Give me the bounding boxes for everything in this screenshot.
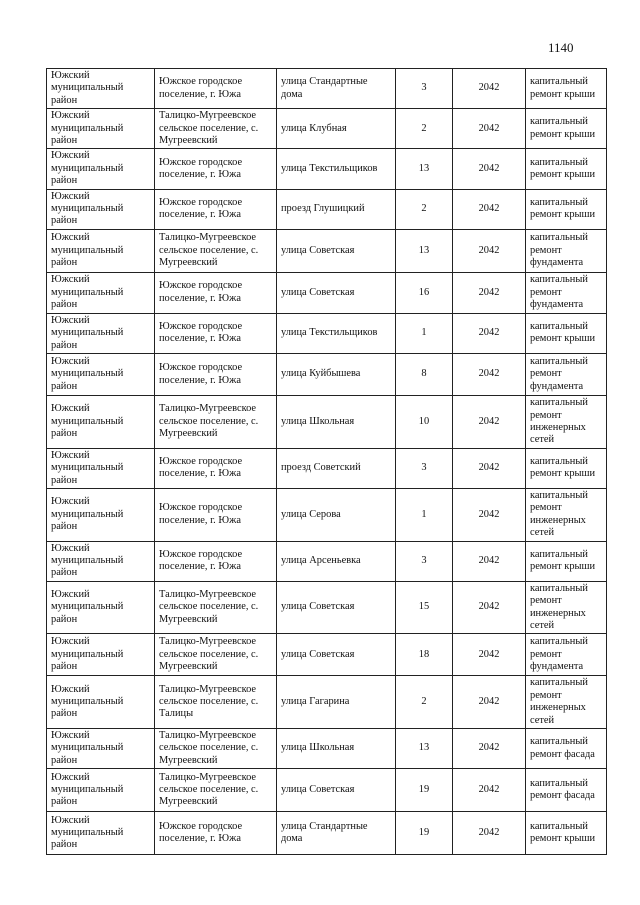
street-cell: улица Советская [277, 229, 396, 272]
settlement-cell: Южское городское поселение, г. Южа [155, 313, 277, 353]
district-cell: Южский муниципальный район [47, 149, 155, 189]
table-row [47, 448, 607, 488]
settlement-cell: Талицко-Мугреевское сельское поселение, с. Мугреевский [155, 581, 277, 634]
street-cell: улица Текстильщиков [277, 149, 396, 189]
year-cell: 2042 [453, 313, 526, 353]
table-row [47, 812, 607, 855]
work-type-cell: капитальный ремонт крыши [526, 313, 607, 353]
year-cell: 2042 [453, 488, 526, 541]
year-cell: 2042 [453, 812, 526, 855]
work-type-cell: капитальный ремонт фундамента [526, 272, 607, 313]
house-number-cell: 19 [396, 812, 453, 855]
work-type-cell: капитальный ремонт инженерных сетей [526, 396, 607, 449]
house-number-cell: 13 [396, 729, 453, 769]
district-cell: Южский муниципальный район [47, 634, 155, 676]
settlement-cell: Южское городское поселение, г. Южа [155, 69, 277, 109]
house-number-cell: 18 [396, 634, 453, 676]
table-row [47, 149, 607, 189]
house-number-cell: 10 [396, 396, 453, 449]
street-cell: улица Текстильщиков [277, 313, 396, 353]
district-cell: Южский муниципальный район [47, 109, 155, 149]
work-type-cell: капитальный ремонт инженерных сетей [526, 676, 607, 729]
work-type-cell: капитальный ремонт крыши [526, 69, 607, 109]
settlement-cell: Талицко-Мугреевское сельское поселение, с. Талицы [155, 676, 277, 729]
district-cell: Южский муниципальный район [47, 189, 155, 229]
table-row [47, 313, 607, 353]
table-row [47, 272, 607, 313]
table-row [47, 69, 607, 109]
work-type-cell: капитальный ремонт фасада [526, 729, 607, 769]
table-row [47, 541, 607, 581]
work-type-cell: капитальный ремонт фундамента [526, 229, 607, 272]
work-type-cell: капитальный ремонт фундамента [526, 354, 607, 396]
year-cell: 2042 [453, 581, 526, 634]
table-row [47, 354, 607, 396]
settlement-cell: Талицко-Мугреевское сельское поселение, с. Мугреевский [155, 769, 277, 812]
year-cell: 2042 [453, 676, 526, 729]
street-cell: улица Куйбышева [277, 354, 396, 396]
year-cell: 2042 [453, 272, 526, 313]
house-number-cell: 3 [396, 448, 453, 488]
street-cell: проезд Советский [277, 448, 396, 488]
work-type-cell: капитальный ремонт инженерных сетей [526, 488, 607, 541]
work-type-cell: капитальный ремонт крыши [526, 149, 607, 189]
year-cell: 2042 [453, 189, 526, 229]
street-cell: улица Школьная [277, 396, 396, 449]
housing-repair-table [46, 68, 607, 855]
house-number-cell: 15 [396, 581, 453, 634]
district-cell: Южский муниципальный район [47, 729, 155, 769]
year-cell: 2042 [453, 634, 526, 676]
street-cell: проезд Глушицкий [277, 189, 396, 229]
street-cell: улица Советская [277, 581, 396, 634]
table-row [47, 769, 607, 812]
settlement-cell: Южское городское поселение, г. Южа [155, 354, 277, 396]
year-cell: 2042 [453, 396, 526, 449]
year-cell: 2042 [453, 69, 526, 109]
settlement-cell: Южское городское поселение, г. Южа [155, 812, 277, 855]
table-row [47, 396, 607, 449]
district-cell: Южский муниципальный район [47, 354, 155, 396]
district-cell: Южский муниципальный район [47, 313, 155, 353]
table-row [47, 488, 607, 541]
street-cell: улица Школьная [277, 729, 396, 769]
house-number-cell: 1 [396, 488, 453, 541]
street-cell: улица Советская [277, 272, 396, 313]
work-type-cell: капитальный ремонт крыши [526, 812, 607, 855]
house-number-cell: 19 [396, 769, 453, 812]
settlement-cell: Южское городское поселение, г. Южа [155, 149, 277, 189]
settlement-cell: Южское городское поселение, г. Южа [155, 448, 277, 488]
district-cell: Южский муниципальный район [47, 396, 155, 449]
table-row [47, 729, 607, 769]
table-row [47, 676, 607, 729]
house-number-cell: 3 [396, 69, 453, 109]
year-cell: 2042 [453, 769, 526, 812]
house-number-cell: 8 [396, 354, 453, 396]
district-cell: Южский муниципальный район [47, 448, 155, 488]
street-cell: улица Советская [277, 769, 396, 812]
year-cell: 2042 [453, 109, 526, 149]
district-cell: Южский муниципальный район [47, 488, 155, 541]
house-number-cell: 1 [396, 313, 453, 353]
work-type-cell: капитальный ремонт фасада [526, 769, 607, 812]
street-cell: улица Советская [277, 634, 396, 676]
district-cell: Южский муниципальный район [47, 812, 155, 855]
house-number-cell: 2 [396, 189, 453, 229]
district-cell: Южский муниципальный район [47, 769, 155, 812]
work-type-cell: капитальный ремонт крыши [526, 448, 607, 488]
work-type-cell: капитальный ремонт крыши [526, 109, 607, 149]
settlement-cell: Южское городское поселение, г. Южа [155, 488, 277, 541]
work-type-cell: капитальный ремонт фундамента [526, 634, 607, 676]
settlement-cell: Талицко-Мугреевское сельское поселение, с. Мугреевский [155, 229, 277, 272]
district-cell: Южский муниципальный район [47, 581, 155, 634]
settlement-cell: Талицко-Мугреевское сельское поселение, с. Мугреевский [155, 634, 277, 676]
table-row [47, 581, 607, 634]
district-cell: Южский муниципальный район [47, 676, 155, 729]
year-cell: 2042 [453, 448, 526, 488]
work-type-cell: капитальный ремонт крыши [526, 541, 607, 581]
settlement-cell: Талицко-Мугреевское сельское поселение, с. Мугреевский [155, 396, 277, 449]
street-cell: улица Стандартные дома [277, 69, 396, 109]
district-cell: Южский муниципальный район [47, 229, 155, 272]
street-cell: улица Серова [277, 488, 396, 541]
work-type-cell: капитальный ремонт крыши [526, 189, 607, 229]
year-cell: 2042 [453, 354, 526, 396]
year-cell: 2042 [453, 729, 526, 769]
year-cell: 2042 [453, 149, 526, 189]
table-row [47, 229, 607, 272]
district-cell: Южский муниципальный район [47, 541, 155, 581]
year-cell: 2042 [453, 541, 526, 581]
work-type-cell: капитальный ремонт инженерных сетей [526, 581, 607, 634]
year-cell: 2042 [453, 229, 526, 272]
street-cell: улица Стандартные дома [277, 812, 396, 855]
settlement-cell: Южское городское поселение, г. Южа [155, 541, 277, 581]
house-number-cell: 16 [396, 272, 453, 313]
settlement-cell: Южское городское поселение, г. Южа [155, 272, 277, 313]
settlement-cell: Южское городское поселение, г. Южа [155, 189, 277, 229]
district-cell: Южский муниципальный район [47, 272, 155, 313]
settlement-cell: Талицко-Мугреевское сельское поселение, с. Мугреевский [155, 109, 277, 149]
street-cell: улица Клубная [277, 109, 396, 149]
page-number: 1140 [548, 40, 574, 55]
house-number-cell: 3 [396, 541, 453, 581]
district-cell: Южский муниципальный район [47, 69, 155, 109]
street-cell: улица Гагарина [277, 676, 396, 729]
table-body [47, 69, 607, 855]
settlement-cell: Талицко-Мугреевское сельское поселение, с. Мугреевский [155, 729, 277, 769]
house-number-cell: 13 [396, 229, 453, 272]
house-number-cell: 13 [396, 149, 453, 189]
table-row [47, 634, 607, 676]
street-cell: улица Арсеньевка [277, 541, 396, 581]
table-row [47, 109, 607, 149]
table-row [47, 189, 607, 229]
house-number-cell: 2 [396, 109, 453, 149]
house-number-cell: 2 [396, 676, 453, 729]
